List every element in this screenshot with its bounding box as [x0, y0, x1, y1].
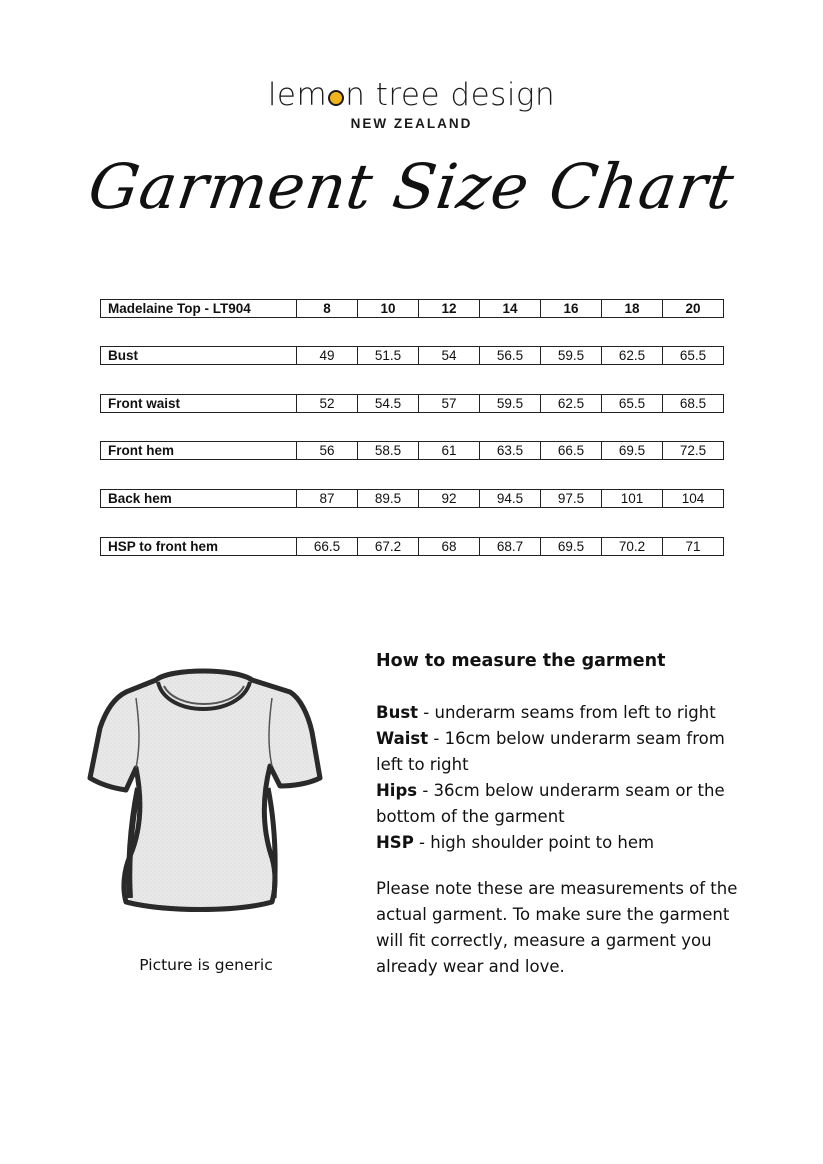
measurement-label-cell: Bust — [101, 347, 297, 365]
measurement-value-cell: 68.5 — [663, 395, 724, 413]
brand-logo: lem n tree design — [267, 77, 556, 113]
table-row — [100, 441, 724, 460]
measure-instructions — [376, 648, 756, 980]
table-row — [100, 489, 724, 508]
measurement-value-cell: 59.5 — [480, 395, 541, 413]
measurement-value-cell: 57 — [419, 395, 480, 413]
measurement-value-cell: 63.5 — [480, 442, 541, 460]
brand-header — [0, 76, 823, 131]
measurement-value-cell: 61 — [419, 442, 480, 460]
measurement-label-cell: Back hem — [101, 490, 297, 508]
size-header-cell: 10 — [358, 300, 419, 318]
table-row — [100, 537, 724, 556]
image-caption: Picture is generic — [139, 956, 273, 974]
measurement-value-cell: 54.5 — [358, 395, 419, 413]
measurement-value-cell: 54 — [419, 347, 480, 365]
measurement-value-cell: 69.5 — [602, 442, 663, 460]
measurement-value-cell: 65.5 — [663, 347, 724, 365]
size-header-cell: 14 — [480, 300, 541, 318]
size-header-cell: 8 — [297, 300, 358, 318]
measurement-value-cell: 68.7 — [480, 538, 541, 556]
definition-item — [376, 778, 756, 830]
definition-term: HSP — [376, 833, 414, 852]
measurement-value-cell: 101 — [602, 490, 663, 508]
measurement-value-cell: 49 — [297, 347, 358, 365]
size-header-cell: 18 — [602, 300, 663, 318]
measurement-value-cell: 58.5 — [358, 442, 419, 460]
definition-item — [376, 830, 756, 856]
measurement-label-cell: HSP to front hem — [101, 538, 297, 556]
size-header-cell: 20 — [663, 300, 724, 318]
measurement-definitions — [376, 700, 756, 856]
definition-text: - 36cm below underarm seam or the bottom of the garment — [376, 781, 725, 826]
table-row — [100, 346, 724, 365]
measurement-value-cell: 56 — [297, 442, 358, 460]
measurement-value-cell: 97.5 — [541, 490, 602, 508]
measurement-value-cell: 62.5 — [541, 395, 602, 413]
instructions-heading: How to measure the garment — [376, 651, 666, 671]
measurement-value-cell: 65.5 — [602, 395, 663, 413]
measurement-value-cell: 92 — [419, 490, 480, 508]
measurement-value-cell: 52 — [297, 395, 358, 413]
measurement-value-cell: 56.5 — [480, 347, 541, 365]
definition-term: Waist — [376, 729, 429, 748]
fit-note: Please note these are measurements of the actual garment. To make sure the garment will fit correctly, measure a garment you already wear and love. — [376, 879, 738, 976]
definition-item — [376, 700, 756, 726]
measurement-value-cell: 87 — [297, 490, 358, 508]
t-shirt-icon — [86, 658, 324, 918]
measurement-value-cell: 72.5 — [663, 442, 724, 460]
definition-term: Bust — [376, 703, 419, 722]
measurement-label-cell: Front hem — [101, 442, 297, 460]
page-title: Garment Size Chart — [84, 150, 739, 223]
definition-term: Hips — [376, 781, 418, 800]
definition-text: - underarm seams from left to right — [418, 703, 716, 722]
measurement-value-cell: 66.5 — [297, 538, 358, 556]
measurement-value-cell: 66.5 — [541, 442, 602, 460]
measurement-value-cell: 62.5 — [602, 347, 663, 365]
definition-item — [376, 726, 756, 778]
brand-subtitle: NEW ZEALAND — [350, 116, 473, 131]
measurement-label-cell: Front waist — [101, 395, 297, 413]
size-header-cell: 16 — [541, 300, 602, 318]
measurement-value-cell: 59.5 — [541, 347, 602, 365]
measurement-value-cell: 94.5 — [480, 490, 541, 508]
measurement-value-cell: 67.2 — [358, 538, 419, 556]
measurement-value-cell: 104 — [663, 490, 724, 508]
measurement-value-cell: 89.5 — [358, 490, 419, 508]
size-header-cell: 12 — [419, 300, 480, 318]
definition-text: - 16cm below underarm seam from left to right — [376, 729, 725, 774]
definition-text: - high shoulder point to hem — [413, 833, 655, 852]
measurement-value-cell: 69.5 — [541, 538, 602, 556]
measurement-value-cell: 51.5 — [358, 347, 419, 365]
measurement-value-cell: 68 — [419, 538, 480, 556]
table-row — [100, 394, 724, 413]
measurement-value-cell: 71 — [663, 538, 724, 556]
lemon-dot-icon — [328, 90, 344, 106]
measurement-value-cell: 70.2 — [602, 538, 663, 556]
product-name-cell: Madelaine Top - LT904 — [101, 300, 297, 318]
size-header-row — [100, 299, 724, 318]
